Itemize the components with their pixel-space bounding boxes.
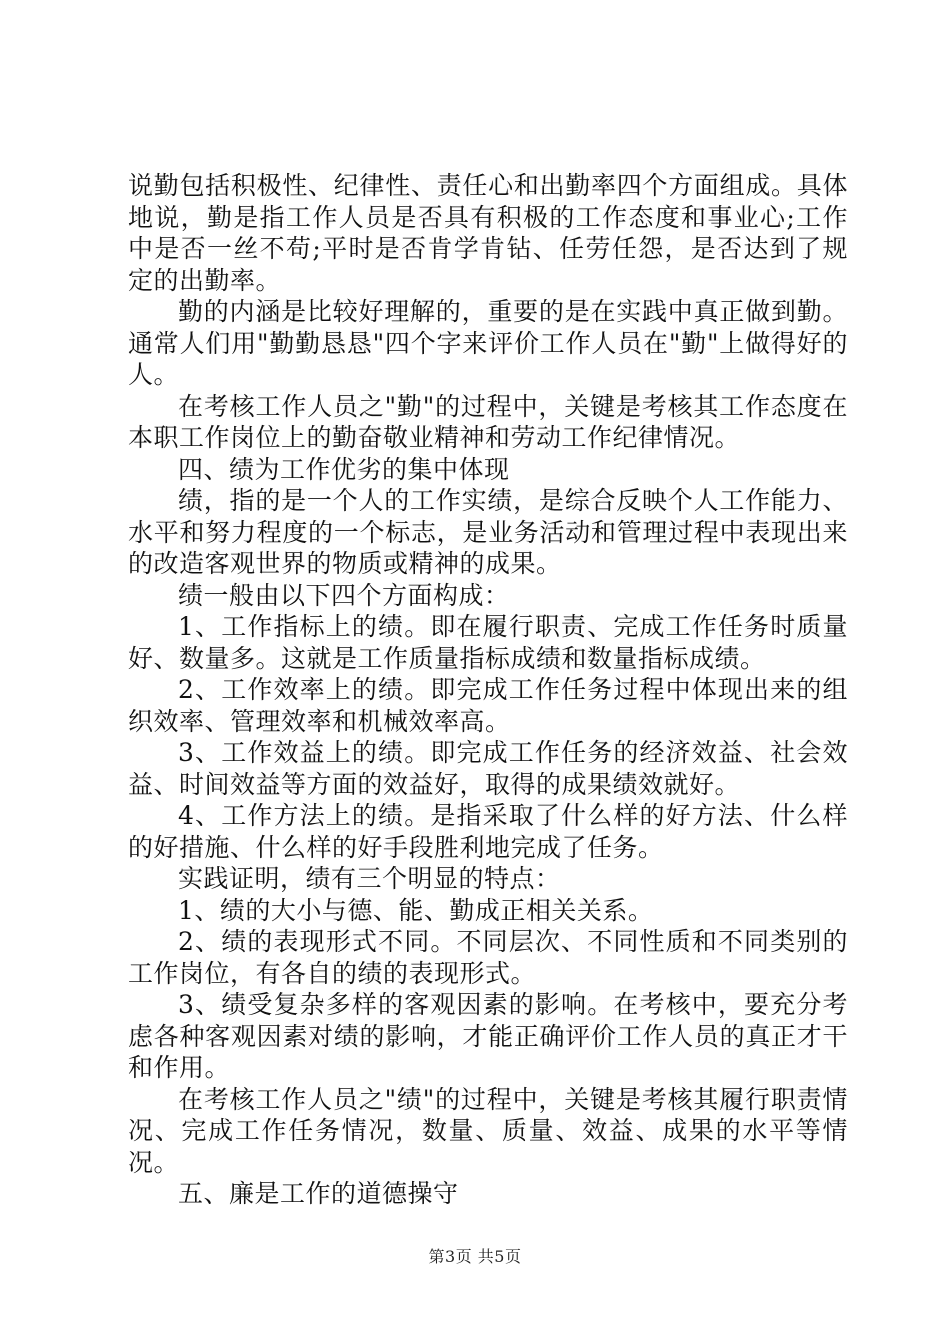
- list-item-feature-forms: 2、绩的表现形式不同。不同层次、不同性质和不同类别的工作岗位，有各自的绩的表现形式。: [128, 927, 848, 988]
- list-item-feature-factors: 3、绩受复杂多样的客观因素的影响。在考核中，要充分考虑各种客观因素对绩的影响，才能正确评价工作人员的真正才干和作用。: [128, 990, 848, 1082]
- paragraph-qin-meaning: 勤的内涵是比较好理解的，重要的是在实践中真正做到勤。通常人们用"勤勤恳恳"四个字来评价工作人员在"勤"上做得好的人。: [128, 297, 848, 389]
- list-item-ji-indicators: 1、工作指标上的绩。即在履行职责、完成工作任务时质量好、数量多。这就是工作质量指标成绩和数量指标成绩。: [128, 612, 848, 673]
- page-number-footer: 第3页 共5页: [428, 1247, 522, 1266]
- list-item-ji-benefit: 3、工作效益上的绩。即完成工作任务的经济效益、社会效益、时间效益等方面的效益好，取得的成果绩效就好。: [128, 738, 848, 799]
- paragraph-ji-definition: 绩，指的是一个人的工作实绩，是综合反映个人工作能力、水平和努力程度的一个标志，是业务活动和管理过程中表现出来的改造客观世界的物质或精神的成果。: [128, 486, 848, 578]
- section-heading-ji: 四、绩为工作优劣的集中体现: [178, 454, 510, 484]
- paragraph-ji-features-intro: 实践证明，绩有三个明显的特点：: [178, 864, 561, 893]
- section-heading-lian: 五、廉是工作的道德操守: [178, 1179, 459, 1208]
- list-item-ji-method: 4、工作方法上的绩。是指采取了什么样的好方法、什么样的好措施、什么样的好手段胜利地完成了任务。: [128, 801, 848, 862]
- paragraph-ji-composition: 绩一般由以下四个方面构成：: [178, 580, 510, 610]
- list-item-feature-correlation: 1、绩的大小与德、能、勤成正相关关系。: [178, 895, 654, 925]
- list-item-ji-efficiency: 2、工作效率上的绩。即完成工作任务过程中体现出来的组织效率、管理效率和机械效率高。: [128, 675, 848, 736]
- paragraph-ji-assessment: 在考核工作人员之"绩"的过程中，关键是考核其履行职责情况、完成工作任务情况，数量、质量、效益、成果的水平等情况。: [128, 1084, 848, 1177]
- document-body: [128, 170, 848, 1210]
- paragraph-qin-components: 说勤包括积极性、纪律性、责任心和出勤率四个方面组成。具体地说，勤是指工作人员是否具有积极的工作态度和事业心;工作中是否一丝不苟;平时是否肯学肯钻、任劳任怨，是否达到了规定的出勤率。: [128, 171, 848, 295]
- paragraph-qin-assessment: 在考核工作人员之"勤"的过程中，关键是考核其工作态度在本职工作岗位上的勤奋敬业精神和劳动工作纪律情况。: [128, 391, 848, 452]
